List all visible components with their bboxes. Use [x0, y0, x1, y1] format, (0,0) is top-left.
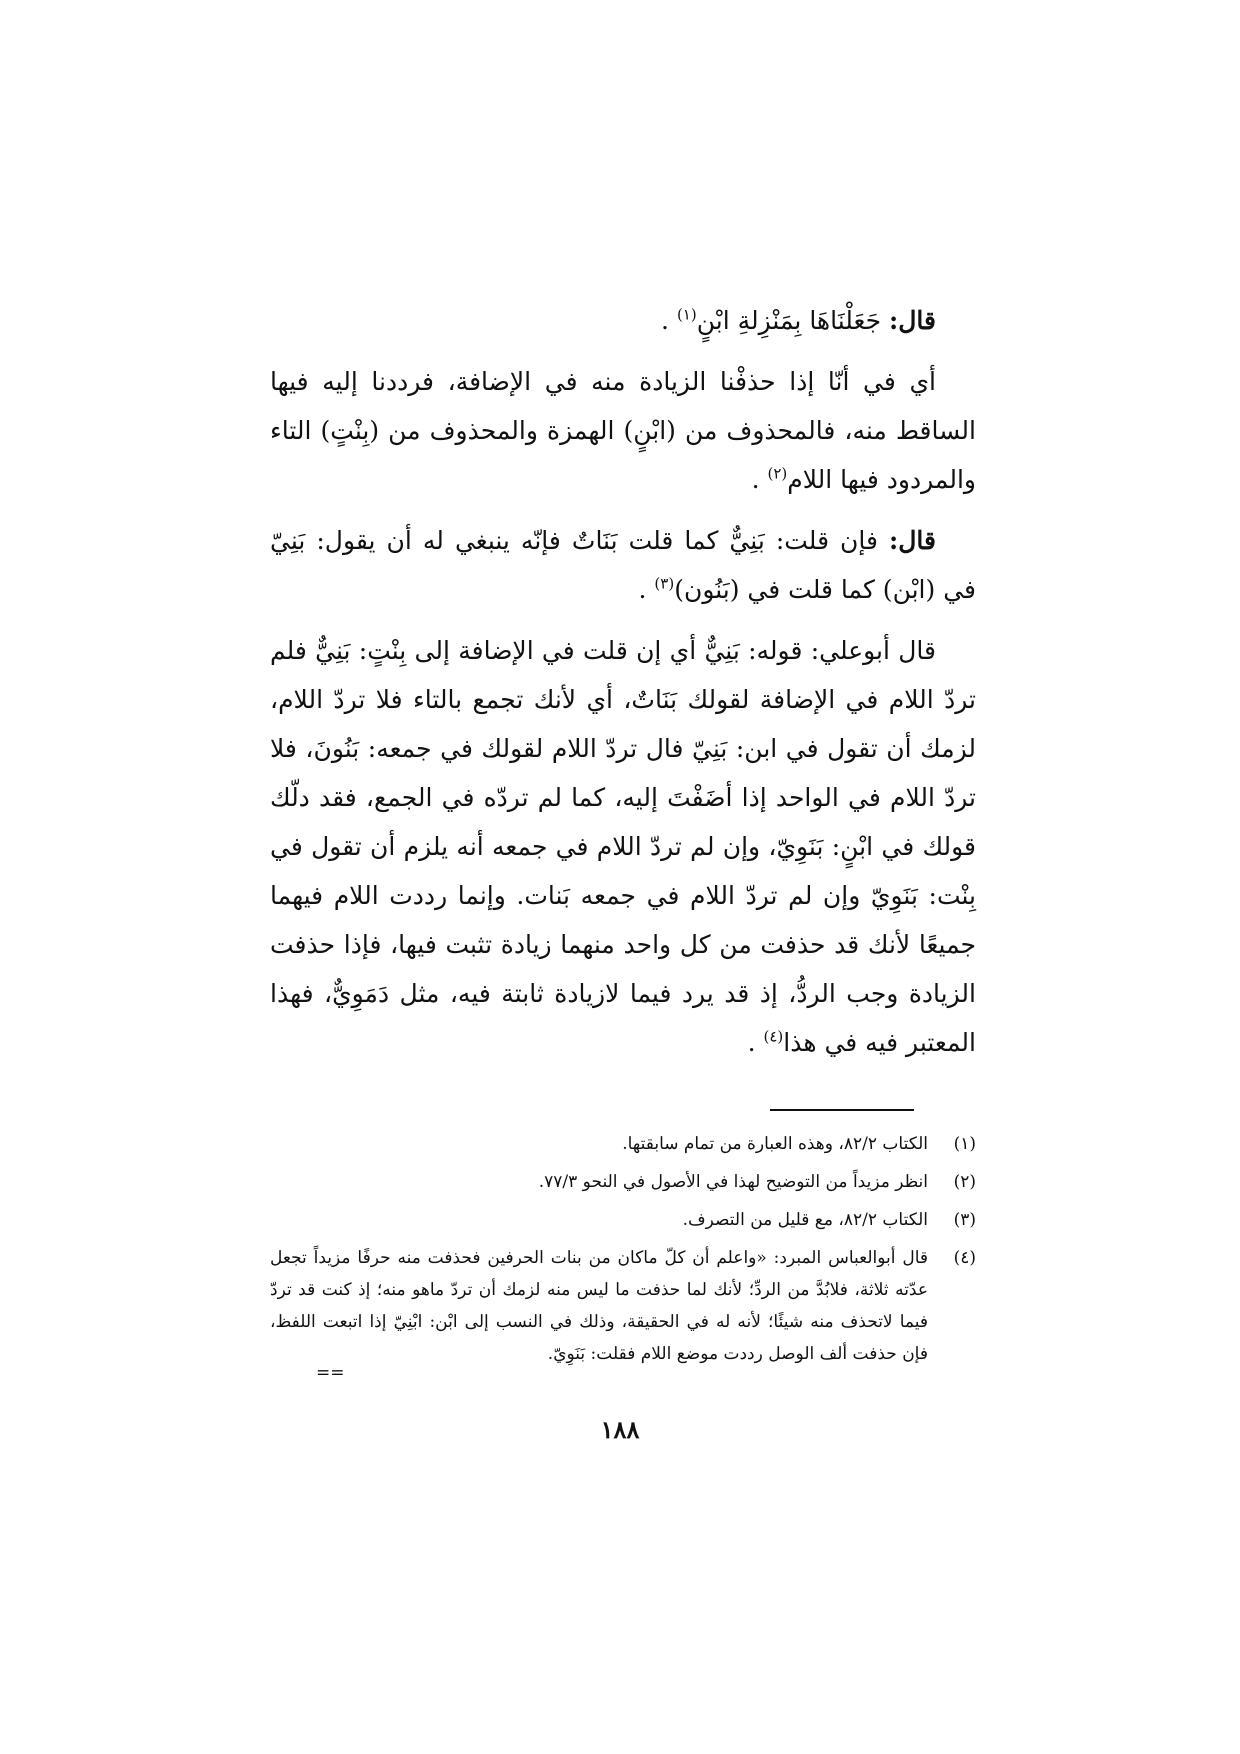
footnote-ref-3: (٣) — [654, 574, 675, 593]
footnote-separator — [770, 1109, 914, 1111]
paragraph-end: . — [751, 465, 768, 494]
continuation-mark: == — [316, 1363, 345, 1383]
paragraph-text: فإن قلت: بَنِيٌّ كما قلت بَنَاتٌ فإنّه ينبغي له أن يقول: بَنِيّ في (ابْن) كما قلت في (بَنُون) — [270, 526, 976, 604]
page-number: ١٨٨ — [600, 1415, 640, 1444]
footnote-1 — [270, 1128, 976, 1160]
paragraph-text: أي في أنّا إذا حذفْنا الزيادة منه في الإضافة، فرددنا إليه فيها الساقط منه، فالمحذوف من (ابْنٍ) الهمزة والمحذوف من (بِنْتٍ) التاء والمردود فيها اللام — [270, 367, 976, 494]
footnote-2 — [270, 1166, 976, 1198]
main-text — [270, 296, 976, 1079]
footnote-ref-4: (٤) — [763, 1027, 784, 1046]
paragraph-3 — [270, 516, 976, 614]
paragraph-4 — [270, 626, 976, 1067]
paragraph-end: . — [638, 575, 655, 604]
paragraph-end: . — [747, 1028, 764, 1057]
footnotes — [270, 1128, 976, 1376]
footnote-3 — [270, 1204, 976, 1236]
paragraph-text: جَعَلْنَاهَا بِمَنْزِلةِ ابْنٍ — [696, 306, 890, 335]
footnote-4 — [270, 1242, 976, 1370]
qal-label: قال: — [889, 306, 936, 335]
footnote-number: (١) — [953, 1134, 976, 1154]
paragraph-2 — [270, 357, 976, 504]
footnote-text: الكتاب ٨٢/٢، مع قليل من التصرف. — [682, 1210, 928, 1230]
paragraph-text: قال أبوعلي: قوله: بَنِيٌّ أي إن قلت في الإضافة إلى بِنْتٍ: بَنِيٌّ فلم تردّ اللام في الإضافة لقولك بَنَاتٌ، أي لأنك تجمع بالتاء فلا تردّ اللام، لزمك أن تقول في ابن: بَنِيّ فال تردّ اللام لقولك في جمعه: بَنُونَ، فلا تردّ اللام في الواحد إذا أضَفْتَ إليه، كما لم تردّه في الجمع، فقد دلّك قولك في ابْنٍ: بَنَوِيّ، وإن لم تردّ اللام في جمعه أنه يلزم أن تقول في بِنْت: بَنَوِيّ وإن لم تردّ اللام في جمعه بَنات. وإنما رددت اللام فيهما جميعًا لأنك قد حذفت من كل واحد منهما زيادة تثبت فيها، فإذا حذفت الزيادة وجب الردُّ، إذ قد يرد فيما لازيادة ثابتة فيه، مثل دَمَوِيٌّ، فهذا المعتبر فيه في هذا — [270, 636, 976, 1057]
footnote-number: (٢) — [953, 1172, 976, 1192]
footnote-number: (٣) — [953, 1210, 976, 1230]
footnote-ref-2: (٢) — [767, 464, 788, 483]
footnote-ref-1: (١) — [676, 305, 697, 324]
footnote-text: انظر مزيداً من التوضيح لهذا في الأصول في النحو ٧٧/٣. — [538, 1172, 928, 1192]
footnote-number: (٤) — [953, 1248, 976, 1268]
paragraph-1 — [270, 296, 976, 345]
footnote-text: الكتاب ٨٢/٢، وهذه العبارة من تمام سابقتها. — [622, 1134, 928, 1154]
paragraph-end: . — [661, 306, 677, 335]
qal-label: قال: — [889, 526, 936, 555]
footnote-text: قال أبوالعباس المبرد: «واعلم أن كلّ ماكان من بنات الحرفين فحذفت منه حرفًا مزيداً تجعل عدّته ثلاثة، فلابُدَّ من الردِّ؛ لأنك لما حذفت ما ليس منه لزمك أن تردّ ماهو منه؛ إذ كنت قد تردّ فيما لاتحذف منه شيئًا؛ لأنه له في الحقيقة، وذلك في النسب إلى ابْن: ابْنِيّ إذا اتبعت اللفظ، فإن حذفت ألف الوصل رددت موضع اللام فقلت: بَنَوِيّ. — [270, 1248, 928, 1364]
